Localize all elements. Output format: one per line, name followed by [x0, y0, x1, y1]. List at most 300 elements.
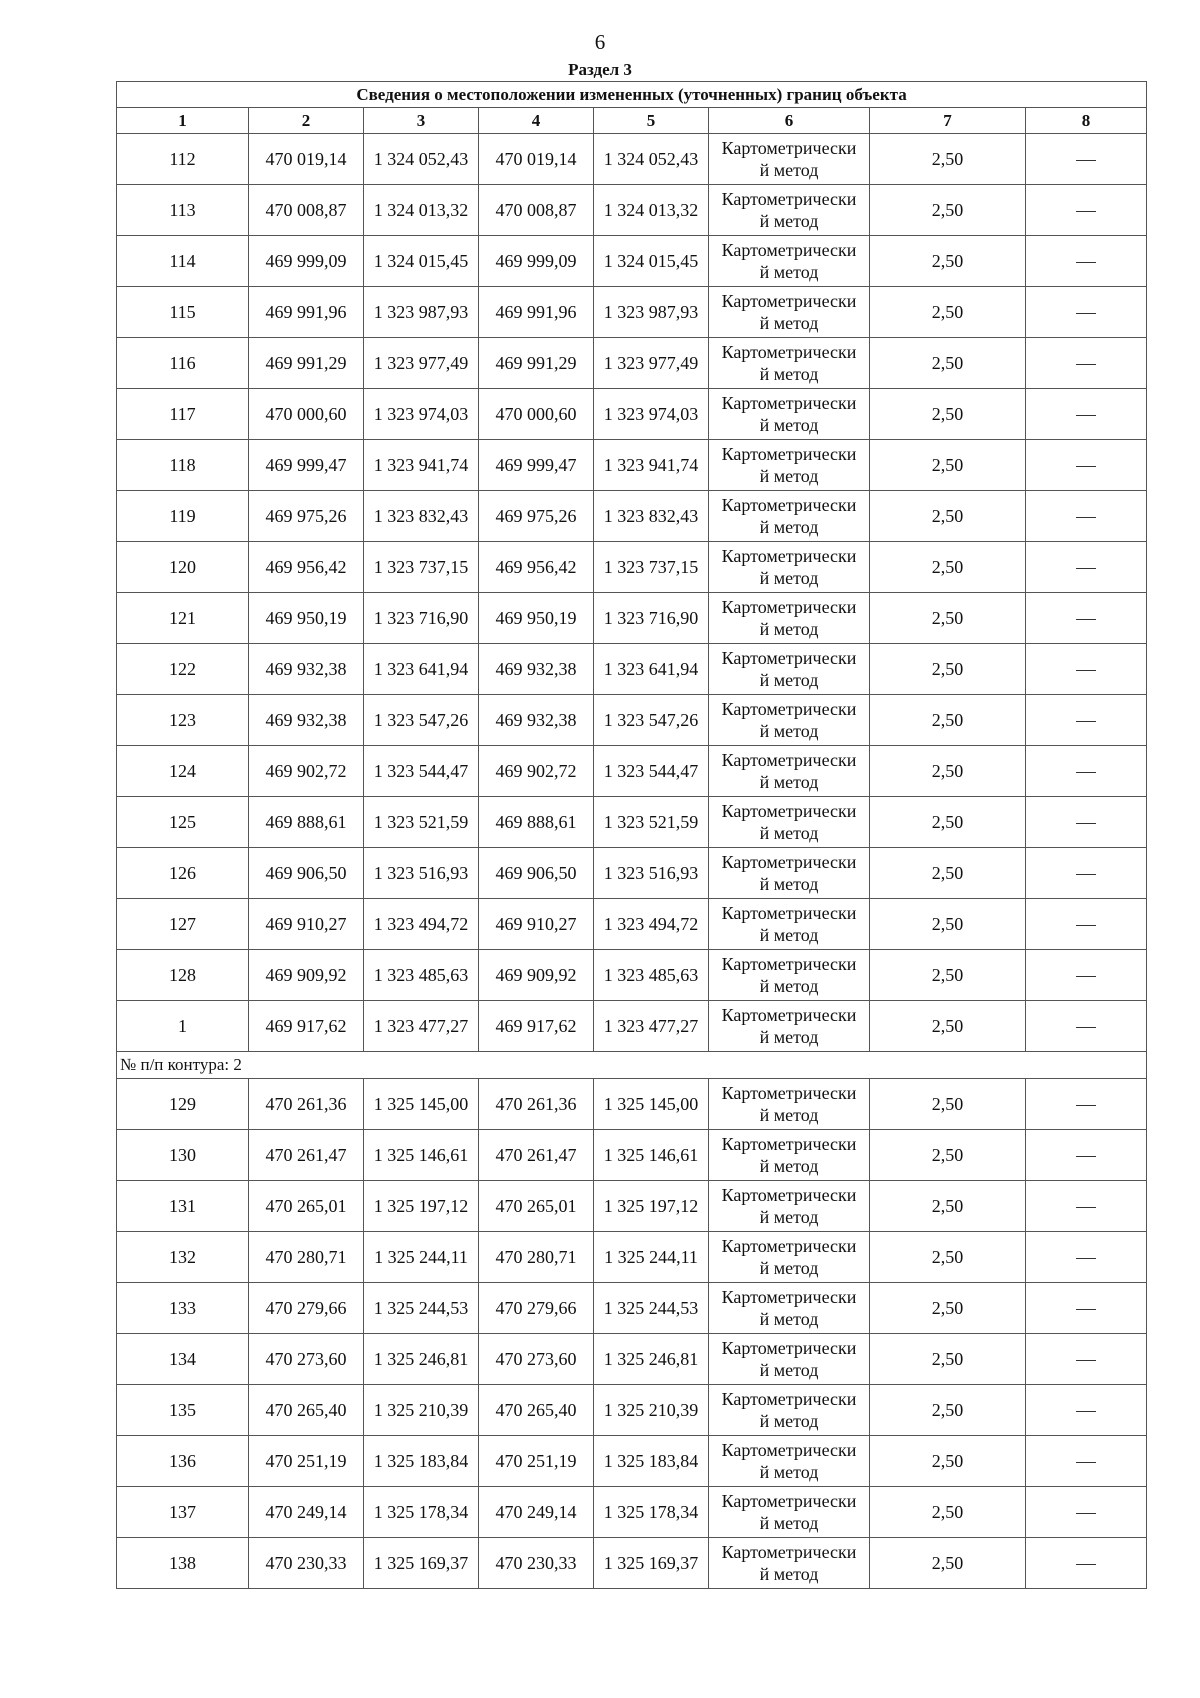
y-old-cell: 1 324 013,32	[364, 185, 479, 236]
section-title: Раздел 3	[568, 60, 632, 79]
y-new-cell: 1 325 145,00	[594, 1079, 709, 1130]
empty-value-cell	[1026, 440, 1147, 491]
method-text-line2: й метод	[759, 823, 819, 843]
contour-label: № п/п контура: 2	[117, 1052, 1147, 1079]
method-text-line2: й метод	[759, 1462, 819, 1482]
empty-value-cell	[1026, 950, 1147, 1001]
x-old-cell: 470 279,66	[249, 1283, 364, 1334]
y-old-cell: 1 324 015,45	[364, 236, 479, 287]
accuracy-cell: 2,50	[870, 338, 1026, 389]
method-text-line2: й метод	[759, 262, 819, 282]
method-text-line2: й метод	[759, 1258, 819, 1278]
column-number: 4	[479, 108, 594, 134]
x-new-cell: 470 273,60	[479, 1334, 594, 1385]
x-new-cell: 469 991,29	[479, 338, 594, 389]
accuracy-cell: 2,50	[870, 542, 1026, 593]
method-text-line1: Картометрически	[721, 342, 857, 362]
dash-mark	[1076, 211, 1096, 212]
method-text-line1: Картометрически	[721, 444, 857, 464]
table-row	[117, 746, 1147, 797]
method-text-line1: Картометрически	[721, 189, 857, 209]
y-new-cell: 1 324 052,43	[594, 134, 709, 185]
empty-value-cell	[1026, 1334, 1147, 1385]
table-row	[117, 389, 1147, 440]
accuracy-cell: 2,50	[870, 1181, 1026, 1232]
method-cell	[709, 1334, 870, 1385]
x-new-cell: 470 280,71	[479, 1232, 594, 1283]
method-text-line1: Картометрически	[721, 1083, 857, 1103]
x-old-cell: 469 991,29	[249, 338, 364, 389]
x-new-cell: 470 279,66	[479, 1283, 594, 1334]
y-old-cell: 1 325 169,37	[364, 1538, 479, 1589]
accuracy-cell: 2,50	[870, 950, 1026, 1001]
x-old-cell: 469 910,27	[249, 899, 364, 950]
x-old-cell: 470 261,36	[249, 1079, 364, 1130]
empty-value-cell	[1026, 746, 1147, 797]
accuracy-cell: 2,50	[870, 1436, 1026, 1487]
dash-mark	[1076, 925, 1096, 926]
y-new-cell: 1 323 477,27	[594, 1001, 709, 1052]
dash-mark	[1076, 364, 1096, 365]
method-text-line2: й метод	[759, 1027, 819, 1047]
accuracy-cell: 2,50	[870, 644, 1026, 695]
y-old-cell: 1 323 832,43	[364, 491, 479, 542]
accuracy-cell: 2,50	[870, 899, 1026, 950]
accuracy-cell: 2,50	[870, 389, 1026, 440]
page-number: 6	[594, 30, 606, 54]
method-text-line2: й метод	[759, 1411, 819, 1431]
method-cell	[709, 287, 870, 338]
dash-mark	[1076, 1411, 1096, 1412]
x-new-cell: 469 956,42	[479, 542, 594, 593]
point-number-cell: 121	[117, 593, 249, 644]
empty-value-cell	[1026, 1130, 1147, 1181]
method-text-line2: й метод	[759, 874, 819, 894]
table-row	[117, 287, 1147, 338]
method-text-line2: й метод	[759, 211, 819, 231]
x-old-cell: 469 902,72	[249, 746, 364, 797]
accuracy-cell: 2,50	[870, 1232, 1026, 1283]
x-new-cell: 469 932,38	[479, 695, 594, 746]
dash-mark	[1076, 262, 1096, 263]
method-cell	[709, 1001, 870, 1052]
empty-value-cell	[1026, 1283, 1147, 1334]
x-new-cell: 470 261,36	[479, 1079, 594, 1130]
empty-value-cell	[1026, 1436, 1147, 1487]
empty-value-cell	[1026, 287, 1147, 338]
y-old-cell: 1 323 941,74	[364, 440, 479, 491]
dash-mark	[1076, 823, 1096, 824]
method-cell	[709, 644, 870, 695]
empty-value-cell	[1026, 1001, 1147, 1052]
empty-value-cell	[1026, 1385, 1147, 1436]
empty-value-cell	[1026, 593, 1147, 644]
x-old-cell: 469 950,19	[249, 593, 364, 644]
method-cell	[709, 746, 870, 797]
method-text-line2: й метод	[759, 772, 819, 792]
y-new-cell: 1 325 169,37	[594, 1538, 709, 1589]
point-number-cell: 129	[117, 1079, 249, 1130]
y-old-cell: 1 325 146,61	[364, 1130, 479, 1181]
column-number: 2	[249, 108, 364, 134]
dash-mark	[1076, 1105, 1096, 1106]
method-text-line2: й метод	[759, 1309, 819, 1329]
point-number-cell: 125	[117, 797, 249, 848]
dash-mark	[1076, 1360, 1096, 1361]
table-caption: Сведения о местоположении измененных (уточненных) границ объекта	[117, 82, 1147, 108]
point-number-cell: 137	[117, 1487, 249, 1538]
empty-value-cell	[1026, 1538, 1147, 1589]
point-number-cell: 118	[117, 440, 249, 491]
x-new-cell: 469 902,72	[479, 746, 594, 797]
column-number: 7	[870, 108, 1026, 134]
x-old-cell: 469 975,26	[249, 491, 364, 542]
method-text-line1: Картометрически	[721, 750, 857, 770]
table-row	[117, 950, 1147, 1001]
y-old-cell: 1 325 246,81	[364, 1334, 479, 1385]
point-number-cell: 114	[117, 236, 249, 287]
y-new-cell: 1 323 641,94	[594, 644, 709, 695]
dash-mark	[1076, 415, 1096, 416]
point-number-cell: 132	[117, 1232, 249, 1283]
accuracy-cell: 2,50	[870, 440, 1026, 491]
method-text-line1: Картометрически	[721, 1005, 857, 1025]
method-cell	[709, 1538, 870, 1589]
x-old-cell: 469 999,09	[249, 236, 364, 287]
y-old-cell: 1 323 987,93	[364, 287, 479, 338]
method-cell	[709, 338, 870, 389]
empty-value-cell	[1026, 185, 1147, 236]
method-text-line2: й метод	[759, 160, 819, 180]
point-number-cell: 131	[117, 1181, 249, 1232]
method-cell	[709, 1283, 870, 1334]
y-old-cell: 1 325 244,11	[364, 1232, 479, 1283]
empty-value-cell	[1026, 1079, 1147, 1130]
empty-value-cell	[1026, 848, 1147, 899]
y-new-cell: 1 323 716,90	[594, 593, 709, 644]
y-old-cell: 1 323 547,26	[364, 695, 479, 746]
y-new-cell: 1 323 494,72	[594, 899, 709, 950]
accuracy-cell: 2,50	[870, 491, 1026, 542]
x-new-cell: 469 910,27	[479, 899, 594, 950]
point-number-cell: 119	[117, 491, 249, 542]
y-new-cell: 1 325 178,34	[594, 1487, 709, 1538]
x-new-cell: 469 975,26	[479, 491, 594, 542]
method-cell	[709, 185, 870, 236]
method-cell	[709, 1385, 870, 1436]
x-old-cell: 470 008,87	[249, 185, 364, 236]
table-row	[117, 1001, 1147, 1052]
y-old-cell: 1 323 641,94	[364, 644, 479, 695]
x-old-cell: 469 999,47	[249, 440, 364, 491]
dash-mark	[1076, 313, 1096, 314]
accuracy-cell: 2,50	[870, 848, 1026, 899]
y-old-cell: 1 323 544,47	[364, 746, 479, 797]
method-text-line1: Картометрически	[721, 597, 857, 617]
point-number-cell: 124	[117, 746, 249, 797]
x-old-cell: 469 906,50	[249, 848, 364, 899]
x-new-cell: 470 265,01	[479, 1181, 594, 1232]
table-row	[117, 491, 1147, 542]
empty-value-cell	[1026, 1232, 1147, 1283]
x-new-cell: 469 909,92	[479, 950, 594, 1001]
y-new-cell: 1 323 521,59	[594, 797, 709, 848]
contour-label-row	[117, 1052, 1147, 1079]
y-old-cell: 1 325 244,53	[364, 1283, 479, 1334]
dash-mark	[1076, 619, 1096, 620]
method-cell	[709, 695, 870, 746]
method-text-line2: й метод	[759, 1105, 819, 1125]
y-new-cell: 1 325 146,61	[594, 1130, 709, 1181]
method-text-line1: Картометрически	[721, 1440, 857, 1460]
method-cell	[709, 542, 870, 593]
dash-mark	[1076, 1258, 1096, 1259]
method-cell	[709, 1436, 870, 1487]
method-text-line2: й метод	[759, 1156, 819, 1176]
x-old-cell: 469 991,96	[249, 287, 364, 338]
empty-value-cell	[1026, 797, 1147, 848]
point-number-cell: 128	[117, 950, 249, 1001]
point-number-cell: 112	[117, 134, 249, 185]
x-new-cell: 469 917,62	[479, 1001, 594, 1052]
y-old-cell: 1 323 516,93	[364, 848, 479, 899]
empty-value-cell	[1026, 644, 1147, 695]
y-old-cell: 1 325 197,12	[364, 1181, 479, 1232]
y-old-cell: 1 323 977,49	[364, 338, 479, 389]
point-number-cell: 127	[117, 899, 249, 950]
y-new-cell: 1 325 244,11	[594, 1232, 709, 1283]
dash-mark	[1076, 1462, 1096, 1463]
dash-mark	[1076, 1027, 1096, 1028]
empty-value-cell	[1026, 1487, 1147, 1538]
table-row	[117, 236, 1147, 287]
y-old-cell: 1 325 183,84	[364, 1436, 479, 1487]
x-new-cell: 470 019,14	[479, 134, 594, 185]
x-new-cell: 469 999,47	[479, 440, 594, 491]
table-row	[117, 542, 1147, 593]
method-text-line1: Картометрически	[721, 546, 857, 566]
point-number-cell: 1	[117, 1001, 249, 1052]
x-new-cell: 470 261,47	[479, 1130, 594, 1181]
dash-mark	[1076, 1513, 1096, 1514]
point-number-cell: 113	[117, 185, 249, 236]
x-old-cell: 470 261,47	[249, 1130, 364, 1181]
x-new-cell: 470 230,33	[479, 1538, 594, 1589]
method-text-line1: Картометрически	[721, 291, 857, 311]
y-old-cell: 1 325 178,34	[364, 1487, 479, 1538]
y-new-cell: 1 323 977,49	[594, 338, 709, 389]
table-row	[117, 593, 1147, 644]
y-old-cell: 1 323 737,15	[364, 542, 479, 593]
accuracy-cell: 2,50	[870, 134, 1026, 185]
method-cell	[709, 389, 870, 440]
method-text-line1: Картометрически	[721, 1389, 857, 1409]
method-text-line2: й метод	[759, 1513, 819, 1533]
y-new-cell: 1 323 832,43	[594, 491, 709, 542]
table-row	[117, 1436, 1147, 1487]
dash-mark	[1076, 1309, 1096, 1310]
method-text-line1: Картометрически	[721, 852, 857, 872]
y-old-cell: 1 323 974,03	[364, 389, 479, 440]
method-text-line1: Картометрически	[721, 903, 857, 923]
column-number: 5	[594, 108, 709, 134]
empty-value-cell	[1026, 695, 1147, 746]
y-old-cell: 1 325 145,00	[364, 1079, 479, 1130]
method-cell	[709, 899, 870, 950]
method-text-line2: й метод	[759, 313, 819, 333]
point-number-cell: 135	[117, 1385, 249, 1436]
y-new-cell: 1 325 246,81	[594, 1334, 709, 1385]
method-text-line1: Картометрически	[721, 1287, 857, 1307]
method-text-line2: й метод	[759, 1360, 819, 1380]
method-text-line1: Картометрически	[721, 240, 857, 260]
y-new-cell: 1 325 244,53	[594, 1283, 709, 1334]
accuracy-cell: 2,50	[870, 1001, 1026, 1052]
table-row	[117, 440, 1147, 491]
dash-mark	[1076, 1156, 1096, 1157]
x-new-cell: 470 249,14	[479, 1487, 594, 1538]
point-number-cell: 123	[117, 695, 249, 746]
x-old-cell: 470 273,60	[249, 1334, 364, 1385]
table-row	[117, 797, 1147, 848]
table-row	[117, 644, 1147, 695]
point-number-cell: 115	[117, 287, 249, 338]
method-cell	[709, 797, 870, 848]
accuracy-cell: 2,50	[870, 1385, 1026, 1436]
table-row	[117, 1232, 1147, 1283]
y-old-cell: 1 323 521,59	[364, 797, 479, 848]
x-new-cell: 470 000,60	[479, 389, 594, 440]
y-new-cell: 1 325 197,12	[594, 1181, 709, 1232]
dash-mark	[1076, 1564, 1096, 1565]
y-new-cell: 1 323 547,26	[594, 695, 709, 746]
x-new-cell: 469 906,50	[479, 848, 594, 899]
empty-value-cell	[1026, 491, 1147, 542]
point-number-cell: 138	[117, 1538, 249, 1589]
table-row	[117, 134, 1147, 185]
x-old-cell: 469 932,38	[249, 644, 364, 695]
method-text-line2: й метод	[759, 976, 819, 996]
method-text-line1: Картометрически	[721, 138, 857, 158]
point-number-cell: 122	[117, 644, 249, 695]
method-cell	[709, 593, 870, 644]
x-old-cell: 470 000,60	[249, 389, 364, 440]
dash-mark	[1076, 874, 1096, 875]
point-number-cell: 133	[117, 1283, 249, 1334]
table-row	[117, 1130, 1147, 1181]
method-text-line2: й метод	[759, 415, 819, 435]
accuracy-cell: 2,50	[870, 287, 1026, 338]
y-old-cell: 1 323 477,27	[364, 1001, 479, 1052]
method-text-line2: й метод	[759, 1564, 819, 1584]
dash-mark	[1076, 517, 1096, 518]
x-old-cell: 469 917,62	[249, 1001, 364, 1052]
dash-mark	[1076, 568, 1096, 569]
accuracy-cell: 2,50	[870, 1079, 1026, 1130]
method-text-line2: й метод	[759, 619, 819, 639]
method-text-line1: Картометрически	[721, 393, 857, 413]
dash-mark	[1076, 772, 1096, 773]
column-number: 1	[117, 108, 249, 134]
dash-mark	[1076, 976, 1096, 977]
x-new-cell: 470 008,87	[479, 185, 594, 236]
point-number-cell: 116	[117, 338, 249, 389]
x-new-cell: 470 265,40	[479, 1385, 594, 1436]
method-text-line2: й метод	[759, 466, 819, 486]
table-row	[117, 1487, 1147, 1538]
y-new-cell: 1 325 183,84	[594, 1436, 709, 1487]
column-number: 6	[709, 108, 870, 134]
empty-value-cell	[1026, 1181, 1147, 1232]
table-row	[117, 1385, 1147, 1436]
column-number-row	[117, 108, 1147, 134]
empty-value-cell	[1026, 338, 1147, 389]
empty-value-cell	[1026, 134, 1147, 185]
method-text-line1: Картометрически	[721, 1338, 857, 1358]
method-text-line1: Картометрически	[721, 1236, 857, 1256]
table-row	[117, 695, 1147, 746]
method-text-line1: Картометрически	[721, 954, 857, 974]
method-text-line2: й метод	[759, 1207, 819, 1227]
method-cell	[709, 1079, 870, 1130]
method-cell	[709, 491, 870, 542]
method-cell	[709, 1130, 870, 1181]
x-old-cell: 469 909,92	[249, 950, 364, 1001]
boundary-coordinates-table	[116, 81, 1147, 1589]
accuracy-cell: 2,50	[870, 797, 1026, 848]
accuracy-cell: 2,50	[870, 1487, 1026, 1538]
accuracy-cell: 2,50	[870, 695, 1026, 746]
y-new-cell: 1 324 015,45	[594, 236, 709, 287]
method-cell	[709, 440, 870, 491]
column-number: 8	[1026, 108, 1147, 134]
dash-mark	[1076, 670, 1096, 671]
y-new-cell: 1 323 987,93	[594, 287, 709, 338]
method-text-line2: й метод	[759, 364, 819, 384]
dash-mark	[1076, 1207, 1096, 1208]
x-new-cell: 469 888,61	[479, 797, 594, 848]
method-text-line1: Картометрически	[721, 1185, 857, 1205]
y-old-cell: 1 323 716,90	[364, 593, 479, 644]
point-number-cell: 126	[117, 848, 249, 899]
accuracy-cell: 2,50	[870, 1538, 1026, 1589]
dash-mark	[1076, 160, 1096, 161]
accuracy-cell: 2,50	[870, 746, 1026, 797]
y-new-cell: 1 323 485,63	[594, 950, 709, 1001]
x-new-cell: 469 950,19	[479, 593, 594, 644]
y-new-cell: 1 323 974,03	[594, 389, 709, 440]
x-old-cell: 470 230,33	[249, 1538, 364, 1589]
method-cell	[709, 236, 870, 287]
point-number-cell: 117	[117, 389, 249, 440]
x-new-cell: 469 999,09	[479, 236, 594, 287]
x-old-cell: 469 888,61	[249, 797, 364, 848]
x-old-cell: 470 249,14	[249, 1487, 364, 1538]
x-old-cell: 470 265,01	[249, 1181, 364, 1232]
method-cell	[709, 950, 870, 1001]
dash-mark	[1076, 466, 1096, 467]
table-row	[117, 338, 1147, 389]
x-old-cell: 470 251,19	[249, 1436, 364, 1487]
y-new-cell: 1 323 941,74	[594, 440, 709, 491]
method-text-line2: й метод	[759, 721, 819, 741]
y-old-cell: 1 323 494,72	[364, 899, 479, 950]
point-number-cell: 120	[117, 542, 249, 593]
y-new-cell: 1 323 737,15	[594, 542, 709, 593]
table-row	[117, 899, 1147, 950]
method-cell	[709, 1232, 870, 1283]
table-row	[117, 185, 1147, 236]
